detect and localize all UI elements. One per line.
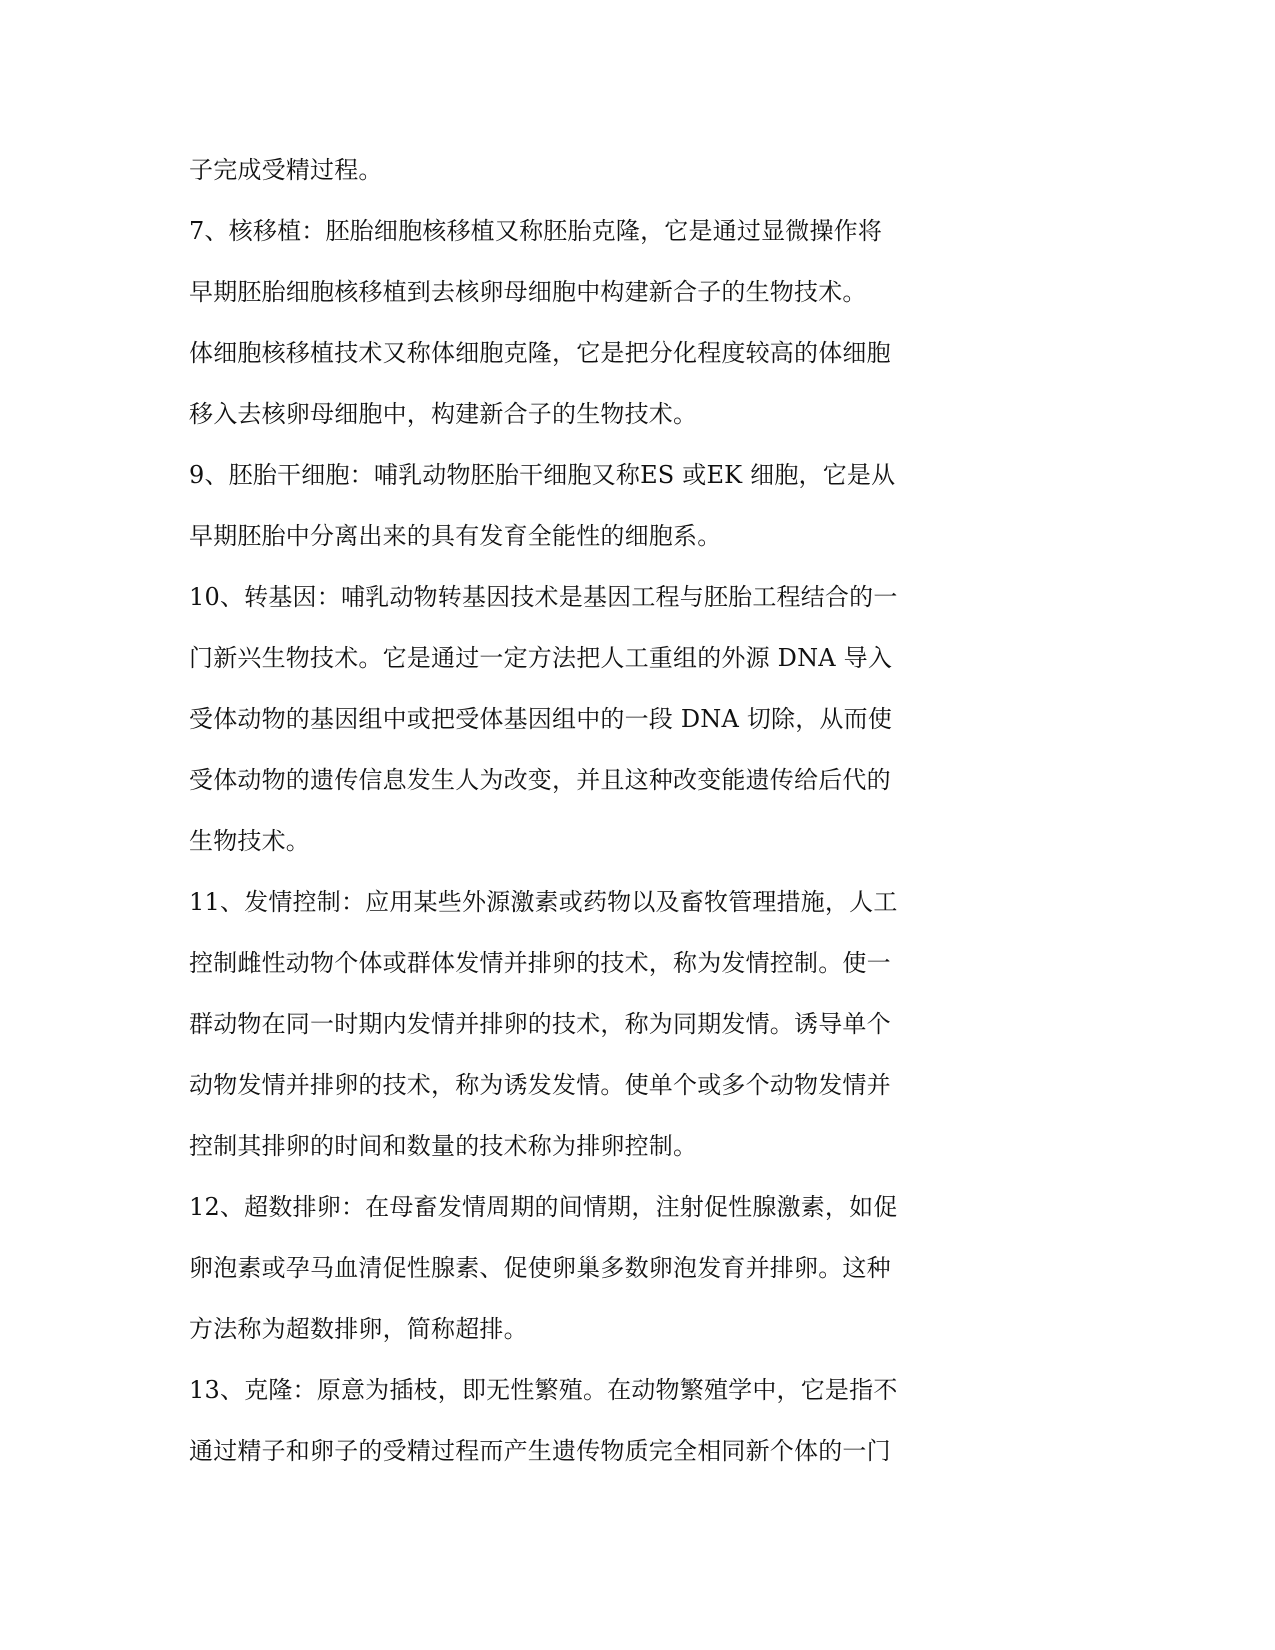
text-line: 通过精子和卵子的受精过程而产生遗传物质完全相同新个体的一门 [189, 1437, 891, 1465]
text-line: 群动物在同一时期内发情并排卵的技术，称为同期发情。诱导单个 [189, 1010, 891, 1038]
text-line: 控制雌性动物个体或群体发情并排卵的技术，称为发情控制。使一 [189, 949, 891, 977]
text-line: 10、转基因：哺乳动物转基因技术是基因工程与胚胎工程结合的一 [189, 583, 898, 611]
text-line: 生物技术。 [189, 827, 310, 855]
text-line: 早期胚胎中分离出来的具有发育全能性的细胞系。 [189, 522, 722, 550]
text-line: 受体动物的基因组中或把受体基因组中的一段 DNA 切除，从而使 [189, 705, 893, 733]
text-line: 受体动物的遗传信息发生人为改变，并且这种改变能遗传给后代的 [189, 766, 891, 794]
text-line: 门新兴生物技术。它是通过一定方法把人工重组的外源 DNA 导入 [189, 644, 893, 672]
text-line: 11、发情控制：应用某些外源激素或药物以及畜牧管理措施，人工 [189, 888, 898, 916]
text-line: 体细胞核移植技术又称体细胞克隆，它是把分化程度较高的体细胞 [189, 339, 891, 367]
text-line: 方法称为超数排卵，简称超排。 [189, 1315, 528, 1343]
text-line: 13、克隆：原意为插枝，即无性繁殖。在动物繁殖学中，它是指不 [189, 1376, 898, 1404]
text-line: 子完成受精过程。 [189, 156, 383, 184]
text-line: 移入去核卵母细胞中，构建新合子的生物技术。 [189, 400, 698, 428]
text-line: 动物发情并排卵的技术，称为诱发发情。使单个或多个动物发情并 [189, 1071, 891, 1099]
text-line: 卵泡素或孕马血清促性腺素、促使卵巢多数卵泡发育并排卵。这种 [189, 1254, 891, 1282]
text-line: 12、超数排卵：在母畜发情周期的间情期，注射促性腺激素，如促 [189, 1193, 898, 1221]
text-line: 7、核移植：胚胎细胞核移植又称胚胎克隆，它是通过显微操作将 [189, 217, 883, 245]
text-line: 9、胚胎干细胞：哺乳动物胚胎干细胞又称ES 或EK 细胞，它是从 [189, 461, 896, 489]
text-line: 控制其排卵的时间和数量的技术称为排卵控制。 [189, 1132, 698, 1160]
text-line: 早期胚胎细胞核移植到去核卵母细胞中构建新合子的生物技术。 [189, 278, 867, 306]
body-text [189, 140, 929, 1482]
